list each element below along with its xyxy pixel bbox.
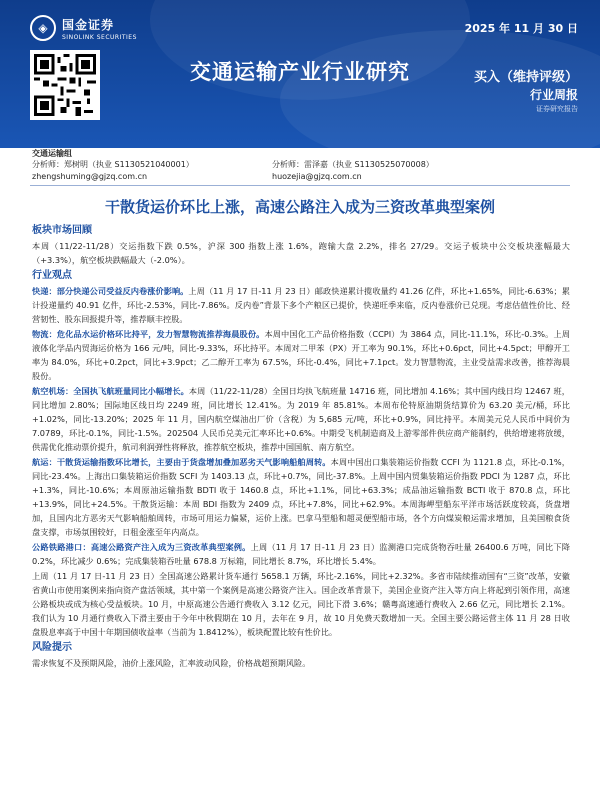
- rating-badge: 买入（维持评级）: [473, 70, 578, 85]
- ports-text-1: 上周（11 月 17 日-11 月 23 日）监测港口完成货物吞吐量 26400.6 万吨，同比下降 0.2%，环比减少 0.6%；完成集装箱吞吐量 678.8 万标箱，同比增长 8.7%，环比增长 5.4%。: [32, 542, 570, 566]
- review-paragraph: 本周（11/22-11/28）交运指数下跌 0.5%，沪深 300 指数上涨 1.6%，跑输大盘 2.2%，排名 27/29。交运子板块中公交板块涨幅最大（+3.3%），航空板块跌幅最大（-2.0%）。: [32, 241, 570, 265]
- logistics-paragraph: [32, 327, 570, 383]
- analyst-2-email[interactable]: huozejia@gjzq.com.cn: [272, 172, 362, 181]
- report-title: 交通运输产业行业研究: [190, 60, 410, 84]
- report-date: 2025 年 11 月 30 日: [464, 22, 578, 35]
- section-title-risk: 风险提示: [32, 642, 72, 653]
- express-text: 上周（11 月 17 日-11 月 23 日）邮政快递累计揽收量约 41.26 亿件，环比+1.65%，同比-6.63%；累计投递量约 40.91 亿件，环比-2.53%，同比-7.86%。反内卷”背景下多个产粮区已提价，快递旺季来临，反内卷涨价已兑现。考虑估值性价比、经营韧性、股东回报提升等，推荐顺丰控股。: [32, 286, 570, 324]
- analyst-1: 分析师：郑树明（执业 S1130521040001）: [32, 160, 194, 169]
- divider: [30, 185, 570, 186]
- shipping-text: 本周中国出口集装箱运价指数 CCFI 为 1121.8 点，环比-0.1%，同比-23.4%。上海出口集装箱运价指数 SCFI 为 1403.13 点，环比+0.7%，同比-37.8%。上周中国内贸集装箱运价指数 PDCI 为 1287 点，环比+1.3%，同比-10.6%；本周原油运输指数 BDTI 收于 1460.8 点，环比+1.1%，同比+63.3%；成品油运输指数 BCTI 收于 870.8 点，环比+13.9%，同比+24.5%。干散货运输：本周 BDI 指数为 2409 点，环比+7.8%，同比+62.9%。本周海岬型船东平洋市场活跃度较高，货盘增加，且国内北方恶劣天气影响船舶周转，市场可用运力偏紧，运价上涨。巴拿马型船和超灵便型船市场，各个方向煤炭粮运需求增加，且美国粮食货盘支撑，市场氛围较好，日租金涨至年内高点。: [32, 457, 570, 537]
- qr-code-icon: [30, 50, 100, 120]
- highway-paragraph: 上周（11 月 17 日-11 月 23 日）全国高速公路累计货车通行 5658.1 万辆，环比-2.16%，同比+2.32%。多省市陆续推动国有“三资”改革，安徽省黄山市使用案例来指向资产盘活领域，其中第一个案例是高速公路资产注入。国企改革背景下，美国企业资产注入等方向上将起到引领作用，高速公路板块或成为核心受益板块。10 月，中原高速公告通行费收入 3.12 亿元，同比下滑 3.6%；赣粤高速通行费收入 2.66 亿元，同比增长 2.1%。我们认为 10 月通行费收入下滑主要由于今年中秋假期在 10 月，去年在 9 月，故 10 月免费天数增加一天。全国主要公路运营主体 11 月 28 日收盘股息率高于中国十年期国债收益率（当前为 1.8412%），板块配置比较有性价比。: [32, 571, 570, 637]
- express-paragraph: [32, 284, 570, 326]
- report-category: 证券研究报告: [536, 105, 578, 113]
- section-title-views: 行业观点: [32, 270, 72, 281]
- report-body: [32, 222, 570, 671]
- company-logo: [30, 15, 137, 41]
- analyst-2: 分析师：雷泽嘉（执业 S1130525070008）: [272, 160, 434, 169]
- logo-name-en: SINOLINK SECURITIES: [62, 33, 137, 41]
- analyst-1-email[interactable]: zhengshuming@gjzq.com.cn: [32, 172, 148, 181]
- aviation-lead: 航空机场：全国执飞航班量同比小幅增长。: [32, 386, 189, 396]
- logo-name-cn: 国金证券: [62, 17, 115, 32]
- analyst-info: [32, 148, 572, 183]
- aviation-paragraph: [32, 384, 570, 454]
- risk-paragraph: 需求恢复不及预期风险，油价上涨风险，汇率波动风险，价格战超预期风险。: [32, 658, 311, 668]
- shipping-paragraph: [32, 455, 570, 539]
- ports-paragraph: [32, 540, 570, 568]
- aviation-text: 本周（11/22-11/28）全国日均执飞航班量 14716 班，同比增加 4.16%；其中国内线日均 12467 班，同比增加 2.80%；国际地区线日均 2249 班，同比增长 12.41%。为 2019 年 85.81%。本周布伦特原油期货结算价为 63.20 美元/桶，环比+1.02%，同比-13.20%；2025 年 11 月，国内航空煤油出厂价（含税）为 5,685 元/吨，环比+0.9%，同比持平。本周美元兑人民币中间价为 7.0789，环比-0.1%，同比-1.5%。202504 人民币兑美元汇率环比+0.6%。中期受飞机制造商及上游零部件供应商产能制约，供给增速将放缓，供需优化推动票价提升，航司利润弹性将释放，推荐航空板块，推荐中国国航、南方航空。: [32, 386, 570, 452]
- headline: 干散货运价环比上涨，高速公路注入成为三资改革典型案例: [104, 198, 495, 216]
- report-header: [0, 0, 600, 148]
- team-name: 交通运输组: [32, 149, 72, 158]
- report-type: 行业周报: [529, 88, 578, 102]
- logistics-lead: 物流：危化品水运价格环比持平，发力智慧物流推荐海晨股份。: [32, 329, 265, 339]
- logistics-text: 本周中国化工产品价格指数（CCPI）为 3864 点，同比-11.1%，环比-0.3%。上周液体化学品内贸海运价格为 166 元/吨，同比-9.33%，环比持平。本周对二甲苯（PX）开工率为 90.1%，环比+0.6pct，同比+4.5pct；甲醇开工率为 84.0%，环比+0.2pct，同比+3.9pct；乙二醇开工率为 67.5%，环比-0.4%，同比+7.1pct。发力智慧物流，主业受益需求改善，推荐海晨股份。: [32, 329, 570, 381]
- express-lead: 快递：部分快递公司受益反内卷涨价影响。: [32, 286, 189, 296]
- section-title-review: 板块市场回顾: [32, 225, 92, 236]
- logo-mark-icon: ◈: [30, 15, 56, 41]
- ports-lead: 公路铁路港口：高速公路资产注入成为三资改革典型案例。: [32, 542, 251, 552]
- shipping-lead: 航运：干散货运输指数环比增长，主要由于货盘增加叠加恶劣天气影响船舶周转。: [32, 457, 331, 467]
